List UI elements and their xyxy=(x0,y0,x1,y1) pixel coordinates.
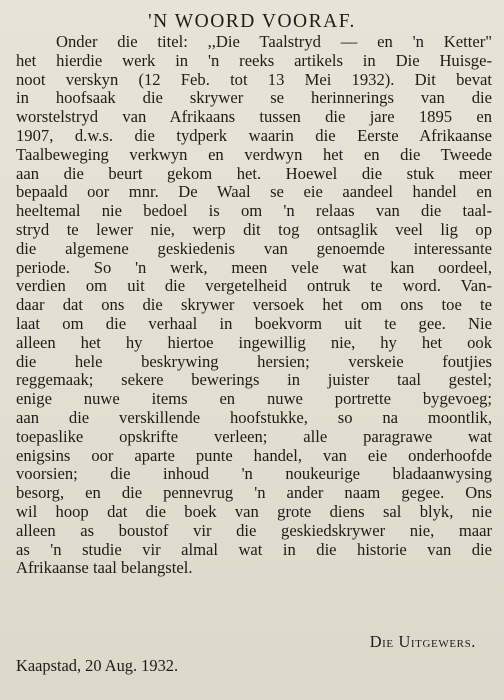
page-title: 'N WOORD VOORAF. xyxy=(148,11,356,32)
text-line-1: Onder die titel: ,,Die Taalstryd — en 'n Ketter" xyxy=(56,33,492,51)
text-line-6: 1907, d.w.s. die tydperk waarin die Eerste Afrikaanse xyxy=(16,126,492,145)
text-line-23: enigsins oor aparte punte handel, van eie onderhoofde xyxy=(16,446,492,465)
text-line-9: bepaald oor mnr. De Waal se eie aandeel handel en xyxy=(16,183,492,202)
text-line-24: voorsien; die inhoud 'n noukeurige bladaanwysing xyxy=(16,465,492,484)
text-line-15: daar dat ons die skrywer versoek het om ons toe te xyxy=(16,296,492,315)
text-line-26: wil hoop dat die boek van grote diens sal blyk, nie xyxy=(16,502,492,521)
text-line-28: as 'n studie vir almal wat in die historie van die xyxy=(16,540,492,559)
text-line-16: laat om die verhaal in boekvorm uit te gee. Nie xyxy=(16,314,492,333)
text-line-2: het hierdie werk in 'n reeks artikels in Die Huisge- xyxy=(16,51,492,70)
text-line-10: heeltemal nie bedoel is om 'n relaas van die taal- xyxy=(16,202,492,221)
text-line-27: alleen as boustof vir die geskiedskrywer nie, maar xyxy=(16,521,492,540)
text-line-8: aan die beurt gekom het. Hoewel die stuk meer xyxy=(16,164,492,183)
publisher-signature: Die Uitgewers. xyxy=(369,632,476,651)
text-line-18: die hele beskrywing hersien; verskeie foutjies xyxy=(16,352,492,371)
text-line-17: alleen het hy hiertoe ingewillig nie, hy het ook xyxy=(16,333,492,352)
text-line-12: die algemene geskiedenis van genoemde interessante xyxy=(16,239,492,258)
text-line-21: aan die verskillende hoofstukke, so na moontlik, xyxy=(16,408,492,427)
text-line-25: besorg, en die pennevrug 'n ander naam gegee. Ons xyxy=(16,484,492,503)
text-line-7: Taalbeweging verkwyn en verdwyn het en die Tweede xyxy=(16,145,492,164)
foreword-paragraph xyxy=(16,33,492,578)
text-line-4: in hoofsaak die skrywer se herinnerings van die xyxy=(16,89,492,108)
text-line-13: periode. So 'n werk, meen vele wat kan oordeel, xyxy=(16,258,492,277)
text-line-14: verdien om uit die vergetelheid ontruk te word. Van- xyxy=(16,277,492,296)
text-line-3: noot verskyn (12 Feb. tot 13 Mei 1932). Dit bevat xyxy=(16,70,492,89)
text-line-19: reggemaak; sekere bewerings in juister taal gestel; xyxy=(16,371,492,390)
text-line-22: toepaslike opskrifte verleen; alle paragrawe wat xyxy=(16,427,492,446)
text-line-5: worstelstryd van Afrikaans tussen die jare 1895 en xyxy=(16,108,492,127)
text-line-20: enige nuwe items en nuwe portrette bygevoeg; xyxy=(16,390,492,409)
text-line-29: Afrikaanse taal belangstel. xyxy=(16,559,193,578)
text-line-11: stryd te lewer nie, werp dit tog ontsaglik veel lig op xyxy=(16,220,492,239)
place-and-date: Kaapstad, 20 Aug. 1932. xyxy=(16,656,179,675)
